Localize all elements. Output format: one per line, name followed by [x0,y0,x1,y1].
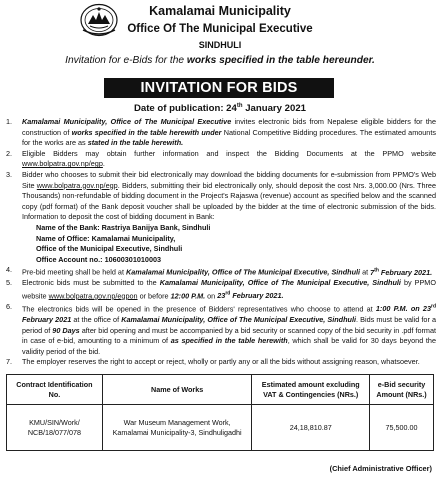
egp-link[interactable]: www.bolpatra.gov.np/egpon [48,291,138,301]
notice-body [6,117,436,368]
notice-header [0,4,440,67]
office-name: Office Of The Municipal Executive [127,23,313,35]
table-header-row [7,375,434,405]
estimate-cell: 24,18,810.87 [252,405,370,451]
ppmo-link[interactable]: www.bolpatra.gov.np/egp [22,159,103,169]
works-table [6,374,434,451]
clause-5: 5. Electronic bids must be submitted to the Kamalamai Municipality, Office of The Municipal Executive, Sindhuli by PPMO website www.bolpatra.gov.np/egpon or before 12:00 P.M. on 23rd February 2021. [6,278,436,301]
district-name: SINDHULI [198,40,242,50]
office-account: Office Account no.: 10600301010003 [36,254,162,264]
invitation-banner: INVITATION FOR BIDS [104,78,334,98]
ppmo-link[interactable]: www.bolpatra.gov.np/egp [36,180,118,190]
contract-id-cell: KMU/SIN/Work/ NCB/18/077/078 [7,405,103,451]
col-header-bid-security: e-Bid security Amount (NRs.) [370,375,434,405]
clause-6: 6. The electronics bids will be opened in the presence of Bidders' representatives who choose to attend at 1:00 P.M. on 23rd February 2021 at the office of Kamalamai Municipality, Office of The Municipal Executive, Sindhuli. Bids must be valid for a period of 90 Days after bid opening and must be accompanied by a bid security or scanned copy of the bid security in .pdf format in case of e-bid, amounting to a minimum of as specified in the table herewith, which shall be valid for 30 days beyond the validity period of the bid. [6,301,436,356]
work-name-cell: War Museum Management Work, Kamalamai Municipality-3, Sindhuligadhi [102,405,252,451]
clause-4: 4. Pre-bid meeting shall be held at Kamalamai Municipality, Office of The Municipal Executive, Sindhuli at 7th February 2021. [6,265,433,277]
clause-1: 1. Kamalamai Municipality, Office of The Municipal Executive invites electronic bids from Nepalese eligible bidders for the construction of works specified in the table herewith under National Competitive Bidding procedures. The estimated amounts for the works are as stated in the table herewith. [6,117,436,148]
signature-line: (Chief Administrative Officer) [329,464,432,473]
security-cell: 75,500.00 [370,405,434,451]
col-header-estimated-amount: Estimated amount excluding VAT & Contingencies (NRs.) [252,375,370,405]
publication-date: Date of publication: 24th January 2021 [133,103,307,115]
bank-details [6,223,436,265]
clause-7: 7. The employer reserves the right to accept or reject, wholly or partly any or all the bids without assigning reason, whatsoever. [6,357,420,367]
col-header-contract-id: Contract Identification No. [7,375,103,405]
clause-3: 3. Bidder who chooses to submit their bid electronically may download the bidding documents for e-submission from PPMO's Web Site www.bolpatra.gov.np/egp. Bidders, submitting their bid electronically only, should deposit the cost Nrs. 3,000.00 (Nrs. Three Thousands) non-refundable of bidding document in the Project's Rajaswa (revenue) account as specified below and the scanned copy (pdf format) of the Bank deposit voucher shall be uploaded by the bidder at the time of electronic submission of the bids. Information to deposit the cost of bidding document in Bank: [6,169,436,222]
office-name-line-2: Office of the Municipal Executive, Sindhuli [36,244,183,254]
office-name-line-1: Name of Office: Kamalamai Municipality, [36,233,176,243]
invitation-line: Invitation for e-Bids for the works specified in the table hereunder. [65,55,375,66]
table-row [7,405,434,451]
bank-name: Name of the Bank: Rastriya Banijya Bank, Sindhuli [36,222,211,232]
organization-name: Kamalamai Municipality [149,4,291,18]
col-header-name-of-works: Name of Works [102,375,252,405]
clause-2: 2. Eligible Bidders may obtain further information and inspect the Bidding Documents at the PPMO website www.bolpatra.gov.np/egp. [6,148,436,169]
